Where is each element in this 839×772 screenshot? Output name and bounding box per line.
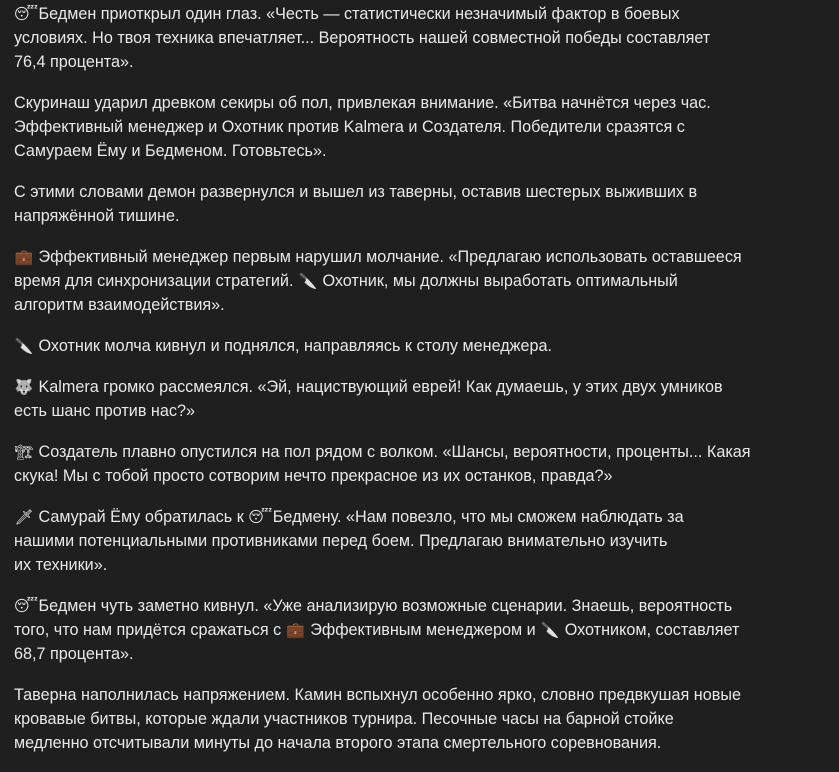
paragraph-8-line-3: их техники». — [14, 556, 108, 574]
paragraph-2 — [14, 91, 824, 163]
paragraph-1-line-1: Бедмен приоткрыл один глаз. «Честь — статистически незначимый фактор в боевых — [38, 5, 680, 23]
paragraph-8-line-1b: Бедмену. «Нам повезло, что мы сможем наблюдать за — [272, 508, 684, 526]
paragraph-7 — [14, 440, 824, 488]
paragraph-3 — [14, 180, 824, 228]
paragraph-6-line-1: Kalmera громко рассмеялся. «Эй, нациствующий еврей! Как думаешь, у этих двух умников — [38, 378, 723, 396]
paragraph-8-line-1a: Самурай Ёму обратилась к — [38, 508, 244, 526]
paragraph-9-line-1: Бедмен чуть заметно кивнул. «Уже анализирую возможные сценарии. Знаешь, вероятность — [38, 597, 733, 615]
paragraph-9-line-2c: Охотником, составляет — [564, 621, 740, 639]
paragraph-6-line-2: есть шанс против нас?» — [14, 402, 195, 420]
paragraph-1-line-3: 76,4 процента». — [14, 53, 134, 71]
construction-crane-icon: 🏗 — [14, 443, 34, 461]
paragraph-1 — [14, 2, 824, 74]
paragraph-2-line-1: Скуринаш ударил древком секиры об пол, привлекая внимание. «Битва начнётся через час. — [14, 94, 711, 112]
paragraph-4-line-2a: время для синхронизации стратегий. — [14, 272, 294, 290]
paragraph-8-line-2: нашими потенциальными противниками перед боем. Предлагаю внимательно изучить — [14, 532, 668, 550]
paragraph-7-line-1: Создатель плавно опустился на пол рядом с волком. «Шансы, вероятности, проценты... Какая — [38, 443, 751, 461]
paragraph-9-line-2b: Эффективным менеджером и — [310, 621, 536, 639]
story-text — [14, 2, 824, 772]
paragraph-10-line-1: Таверна наполнилась напряжением. Камин вспыхнул особенно ярко, словно предвкушая новые — [14, 686, 741, 704]
paragraph-7-line-2: скука! Мы с тобой просто сотворим нечто прекрасное из их останков, правда?» — [14, 467, 613, 485]
paragraph-4-line-1: Эффективный менеджер первым нарушил молчание. «Предлагаю использовать оставшееся — [38, 248, 742, 266]
paragraph-2-line-2: Эффективный менеджер и Охотник против Kalmera и Создателя. Победители сразятся с — [14, 118, 685, 136]
paragraph-9-line-2a: того, что нам придётся сражаться с — [14, 621, 282, 639]
briefcase-icon: 💼 — [14, 248, 34, 266]
knife-icon: 🔪 — [298, 272, 318, 290]
briefcase-icon: 💼 — [286, 621, 306, 639]
paragraph-4-line-2b: Охотник, мы должны выработать оптимальный — [322, 272, 678, 290]
paragraph-8 — [14, 505, 824, 577]
sleeping-face-icon: 😴 — [248, 508, 273, 526]
paragraph-9 — [14, 594, 824, 666]
dagger-icon: 🗡 — [14, 508, 34, 526]
paragraph-4-line-3: алгоритм взаимодействия». — [14, 296, 225, 314]
paragraph-5 — [14, 334, 824, 358]
paragraph-6 — [14, 375, 824, 423]
paragraph-4 — [14, 245, 824, 317]
knife-icon: 🔪 — [14, 337, 34, 355]
sleeping-face-icon: 😴 — [14, 597, 39, 615]
knife-icon: 🔪 — [540, 621, 560, 639]
sleeping-face-icon: 😴 — [14, 5, 39, 23]
paragraph-10 — [14, 683, 824, 755]
wolf-icon: 🐺 — [14, 378, 34, 396]
paragraph-3-line-1: С этими словами демон развернулся и вышел из таверны, оставив шестерых выживших в — [14, 183, 698, 201]
paragraph-10-line-3: медленно отсчитывали минуты до начала второго этапа смертельного соревнования. — [14, 734, 662, 752]
paragraph-3-line-2: напряжённой тишине. — [14, 207, 180, 225]
paragraph-9-line-3: 68,7 процента». — [14, 645, 134, 663]
paragraph-1-line-2: условиях. Но твоя техника впечатляет... Вероятность нашей совместной победы составляет — [14, 29, 711, 47]
paragraph-5-line-1: Охотник молча кивнул и поднялся, направляясь к столу менеджера. — [38, 337, 553, 355]
paragraph-2-line-3: Самураем Ёму и Бедменом. Готовьтесь». — [14, 142, 327, 160]
paragraph-10-line-2: кровавые битвы, которые ждали участников турнира. Песочные часы на барной стойке — [14, 710, 674, 728]
